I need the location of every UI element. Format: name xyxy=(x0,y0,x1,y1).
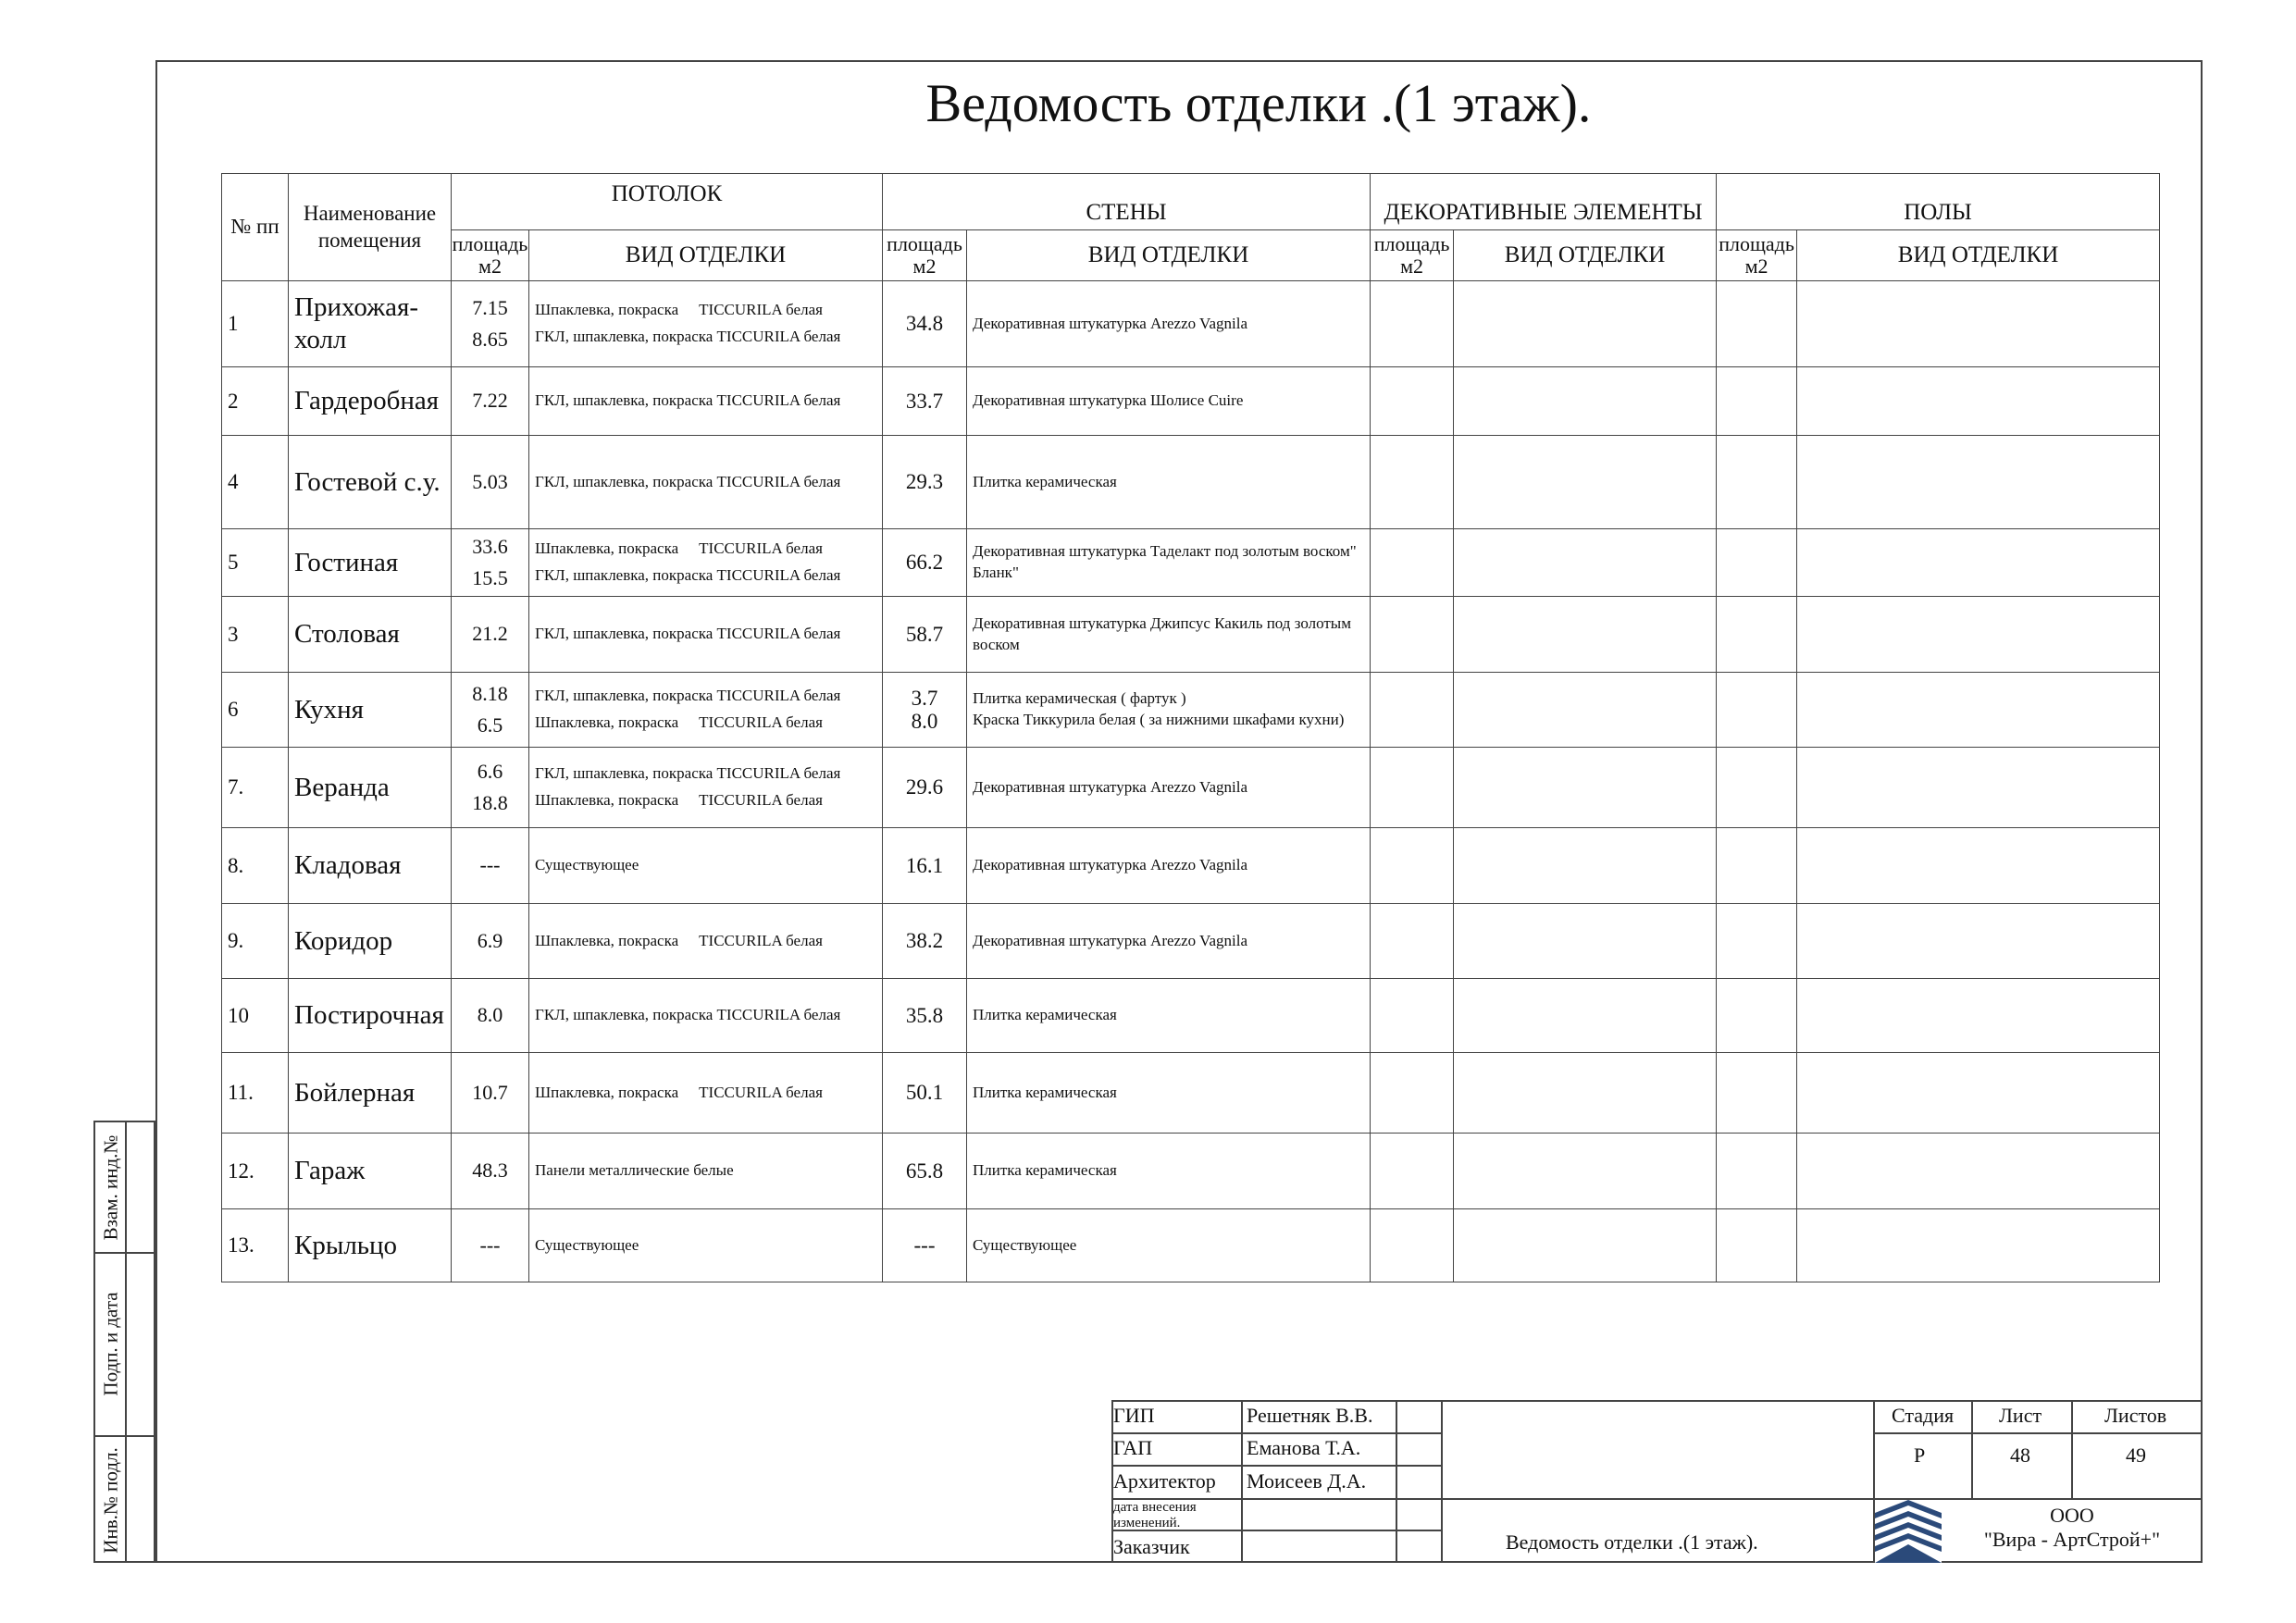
wall-finish: Декоративная штукатурка Arezzo Vagnila xyxy=(973,856,1247,874)
wall-finish-cell xyxy=(967,1053,1371,1134)
room-name-text: Гардеробная xyxy=(294,386,440,416)
header-floors: ПОЛЫ xyxy=(1717,174,2160,230)
floor-area-cell xyxy=(1717,281,1797,367)
ceiling-finish-cell xyxy=(529,1209,883,1282)
decor-area-cell xyxy=(1371,281,1454,367)
table-row xyxy=(222,597,2160,673)
ceiling-finish-2: Шпаклевка, покраска xyxy=(535,791,679,809)
row-number xyxy=(222,281,289,367)
company-logo-icon xyxy=(1875,1500,1942,1563)
decor-finish-cell xyxy=(1454,281,1717,367)
ceiling-finish-1: Шпаклевка, покраска xyxy=(535,1083,679,1101)
ceiling-finish-2: ГКЛ, шпаклевка, покраска TICCURILA белая xyxy=(535,328,841,345)
decor-finish-cell xyxy=(1454,529,1717,597)
row-number-text: 11. xyxy=(228,1081,254,1104)
ceiling-area-1: --- xyxy=(479,853,501,877)
decor-area-cell xyxy=(1371,436,1454,529)
ceiling-finish-1: Шпаклевка, покраска xyxy=(535,931,679,949)
stage-label: Стадия xyxy=(1892,1404,1955,1427)
table-row xyxy=(222,281,2160,367)
wall-finish-cell xyxy=(967,904,1371,979)
client-label: Заказчик xyxy=(1113,1535,1190,1558)
decor-finish-cell xyxy=(1454,367,1717,436)
wall-area: 35.8 xyxy=(905,1003,944,1027)
change-date-label: дата внесения изменений. xyxy=(1113,1500,1197,1531)
header-floors-area: площадь м2 xyxy=(1717,230,1797,281)
ceiling-area-1: --- xyxy=(479,1233,501,1257)
ceiling-finish-2: ГКЛ, шпаклевка, покраска TICCURILA белая xyxy=(535,566,841,584)
room-name xyxy=(289,1134,452,1209)
row-number-text: 4 xyxy=(228,470,239,493)
row-number xyxy=(222,1053,289,1134)
ceiling-finish-cell xyxy=(529,828,883,904)
header-walls: СТЕНЫ xyxy=(883,174,1371,230)
room-name xyxy=(289,1209,452,1282)
row-number xyxy=(222,529,289,597)
ceiling-finish-cell xyxy=(529,904,883,979)
floor-area-cell xyxy=(1717,748,1797,828)
wall-area-cell xyxy=(883,597,967,673)
ceiling-area-cell xyxy=(452,436,529,529)
decor-finish-cell xyxy=(1454,979,1717,1053)
ceiling-area-1: 5.03 xyxy=(472,469,508,493)
table-row xyxy=(222,367,2160,436)
left-stamp xyxy=(93,1121,155,1563)
table-row xyxy=(222,1134,2160,1209)
ceiling-area-cell xyxy=(452,904,529,979)
room-name-text: Постирочная xyxy=(294,1000,444,1031)
wall-area-cell xyxy=(883,281,967,367)
room-name xyxy=(289,828,452,904)
ceiling-finish-cell xyxy=(529,281,883,367)
row-number xyxy=(222,367,289,436)
ceiling-finish-1: ГКЛ, шпаклевка, покраска TICCURILA белая xyxy=(535,625,841,643)
ceiling-brand-2: TICCURILA белая xyxy=(699,791,823,809)
decor-area-cell xyxy=(1371,1209,1454,1282)
decor-area-cell xyxy=(1371,904,1454,979)
ceiling-area-1: 10.7 xyxy=(472,1080,508,1104)
ceiling-finish-cell xyxy=(529,597,883,673)
company-line-1: ООО xyxy=(2050,1504,2094,1527)
row-number-text: 8. xyxy=(228,853,244,877)
floor-area-cell xyxy=(1717,529,1797,597)
row-number-text: 10 xyxy=(228,1003,249,1027)
architect-label: Архитектор xyxy=(1113,1469,1216,1493)
wall-finish-cell xyxy=(967,673,1371,748)
gap-name: Еманова Т.А. xyxy=(1247,1436,1361,1459)
ceiling-area-cell xyxy=(452,367,529,436)
gap-label: ГАП xyxy=(1113,1436,1153,1459)
wall-finish-cell xyxy=(967,828,1371,904)
header-walls-finish: ВИД ОТДЕЛКИ xyxy=(967,230,1371,281)
ceiling-finish-1: ГКЛ, шпаклевка, покраска TICCURILA белая xyxy=(535,1006,841,1024)
room-name xyxy=(289,597,452,673)
wall-area-cell xyxy=(883,904,967,979)
room-name-text: Кухня xyxy=(294,694,365,725)
decor-finish-cell xyxy=(1454,1134,1717,1209)
ceiling-area-2: 6.5 xyxy=(477,713,503,737)
stamp-vzam-label: Взам. инд.№ xyxy=(99,1134,122,1240)
header-ceiling-area: площадь м2 xyxy=(452,230,529,281)
wall-finish: Плитка керамическая ( фартук ) xyxy=(973,689,1186,708)
floor-finish-cell xyxy=(1797,904,2160,979)
title-block xyxy=(1111,1400,2203,1563)
wall-area: 38.2 xyxy=(905,929,944,953)
row-number-text: 7. xyxy=(228,775,244,799)
row-number xyxy=(222,904,289,979)
row-number xyxy=(222,673,289,748)
table-row xyxy=(222,436,2160,529)
ceiling-finish-1: Панели металлические белые xyxy=(535,1161,734,1180)
floor-finish-cell xyxy=(1797,1053,2160,1134)
header-row-2 xyxy=(222,230,2160,281)
wall-area: 16.1 xyxy=(905,853,944,877)
ceiling-area-2: 18.8 xyxy=(472,791,508,814)
wall-finish: Декоративная штукатурка Джипсус Какиль под золотым воском xyxy=(973,613,1351,653)
wall-area: 29.6 xyxy=(905,775,944,799)
ceiling-area-cell xyxy=(452,529,529,597)
decor-finish-cell xyxy=(1454,436,1717,529)
floor-finish-cell xyxy=(1797,828,2160,904)
row-number-text: 3 xyxy=(228,622,239,646)
wall-finish: Плитка керамическая xyxy=(973,1006,1117,1024)
wall-area-cell xyxy=(883,1134,967,1209)
ceiling-area-1: 21.2 xyxy=(472,622,508,646)
header-ceiling-finish: ВИД ОТДЕЛКИ xyxy=(529,230,883,281)
floor-area-cell xyxy=(1717,979,1797,1053)
ceiling-finish-1: Существующее xyxy=(535,1235,639,1254)
header-row-1 xyxy=(222,174,2160,230)
company-line-2: "Вира - АртСтрой+" xyxy=(1983,1528,2161,1551)
finish-schedule-table xyxy=(221,173,2160,1282)
wall-area: 65.8 xyxy=(905,1158,944,1183)
ceiling-finish-1: Шпаклевка, покраска xyxy=(535,301,679,319)
room-name xyxy=(289,979,452,1053)
row-number xyxy=(222,979,289,1053)
floor-finish-cell xyxy=(1797,979,2160,1053)
wall-area: 33.7 xyxy=(905,389,944,413)
page-title: Ведомость отделки .(1 этаж). xyxy=(925,73,1592,133)
ceiling-finish-cell xyxy=(529,1134,883,1209)
architect-name: Моисеев Д.А. xyxy=(1247,1469,1367,1493)
row-number xyxy=(222,597,289,673)
row-number-text: 6 xyxy=(228,698,239,721)
wall-finish: Декоративная штукатурка Шолисе Cuire xyxy=(973,391,1244,410)
wall-area: 66.2 xyxy=(905,551,944,575)
wall-area-cell xyxy=(883,367,967,436)
sheets-value: 49 xyxy=(2126,1443,2146,1467)
ceiling-area-cell xyxy=(452,1209,529,1282)
header-walls-area: площадь м2 xyxy=(883,230,967,281)
header-decor: ДЕКОРАТИВНЫЕ ЭЛЕМЕНТЫ xyxy=(1371,174,1717,230)
ceiling-finish-cell xyxy=(529,436,883,529)
ceiling-area-2: 8.65 xyxy=(472,328,508,351)
floor-area-cell xyxy=(1717,1134,1797,1209)
ceiling-area-cell xyxy=(452,748,529,828)
decor-finish-cell xyxy=(1454,904,1717,979)
decor-finish-cell xyxy=(1454,748,1717,828)
row-number xyxy=(222,436,289,529)
wall-area-cell xyxy=(883,979,967,1053)
row-number xyxy=(222,1209,289,1282)
ceiling-area-cell xyxy=(452,828,529,904)
ceiling-finish-2: Шпаклевка, покраска xyxy=(535,713,679,731)
wall-area: 58.7 xyxy=(905,622,944,646)
decor-area-cell xyxy=(1371,828,1454,904)
ceiling-finish-cell xyxy=(529,1053,883,1134)
gip-name: Решетняк В.В. xyxy=(1247,1404,1373,1427)
ceiling-finish-cell xyxy=(529,748,883,828)
ceiling-finish-1: ГКЛ, шпаклевка, покраска TICCURILA белая xyxy=(535,764,841,783)
floor-finish-cell xyxy=(1797,1209,2160,1282)
wall-finish: Декоративная штукатурка Таделакт под золотым воском" Бланк" xyxy=(973,542,1357,581)
ceiling-finish-1: Шпаклевка, покраска xyxy=(535,539,679,558)
floor-area-cell xyxy=(1717,904,1797,979)
ceiling-area-1: 7.15 xyxy=(472,295,508,319)
room-name xyxy=(289,673,452,748)
wall-finish-cell xyxy=(967,529,1371,597)
header-decor-area: площадь м2 xyxy=(1371,230,1454,281)
room-name-text: Прихожая-холл xyxy=(294,292,419,354)
decor-finish-cell xyxy=(1454,673,1717,748)
sheet-value: 48 xyxy=(2010,1443,2030,1467)
wall-finish: Плитка керамическая xyxy=(973,1083,1117,1101)
wall-finish: Декоративная штукатурка Arezzo Vagnila xyxy=(973,314,1247,332)
floor-finish-cell xyxy=(1797,673,2160,748)
room-name-text: Коридор xyxy=(294,925,393,956)
room-name xyxy=(289,436,452,529)
stamp-podp-label: Подп. и дата xyxy=(99,1291,122,1396)
decor-area-cell xyxy=(1371,597,1454,673)
table-row xyxy=(222,1209,2160,1282)
decor-area-cell xyxy=(1371,748,1454,828)
decor-area-cell xyxy=(1371,529,1454,597)
decor-area-cell xyxy=(1371,979,1454,1053)
ceiling-area-cell xyxy=(452,673,529,748)
floor-finish-cell xyxy=(1797,529,2160,597)
wall-finish-2: Краска Тиккурила белая ( за нижними шкафами кухни) xyxy=(973,711,1345,728)
wall-area: 34.8 xyxy=(905,312,944,336)
wall-area-cell xyxy=(883,1053,967,1134)
floor-area-cell xyxy=(1717,436,1797,529)
row-number xyxy=(222,1134,289,1209)
ceiling-brand-1: TICCURILA белая xyxy=(699,931,823,949)
ceiling-finish-1: Существующее xyxy=(535,856,639,874)
wall-finish-cell xyxy=(967,1209,1371,1282)
ceiling-finish-1: ГКЛ, шпаклевка, покраска TICCURILA белая xyxy=(535,391,841,410)
room-name-text: Гостевой с.у. xyxy=(294,466,441,497)
floor-area-cell xyxy=(1717,673,1797,748)
wall-finish-cell xyxy=(967,367,1371,436)
floor-finish-cell xyxy=(1797,367,2160,436)
table-row xyxy=(222,748,2160,828)
table-row xyxy=(222,904,2160,979)
decor-finish-cell xyxy=(1454,1209,1717,1282)
room-name-text: Крыльцо xyxy=(294,1230,398,1260)
ceiling-area-1: 7.22 xyxy=(472,389,508,413)
table-row xyxy=(222,979,2160,1053)
decor-finish-cell xyxy=(1454,1053,1717,1134)
wall-area-cell xyxy=(883,748,967,828)
gip-label: ГИП xyxy=(1113,1404,1155,1427)
header-ceiling: ПОТОЛОК xyxy=(452,174,883,230)
room-name-text: Столовая xyxy=(294,619,400,650)
wall-finish: Плитка керамическая xyxy=(973,472,1117,490)
ceiling-area-cell xyxy=(452,597,529,673)
row-number-text: 5 xyxy=(228,551,239,574)
room-name-text: Кладовая xyxy=(294,850,402,881)
row-number-text: 9. xyxy=(228,929,244,952)
ceiling-area-cell xyxy=(452,1134,529,1209)
wall-area-cell xyxy=(883,828,967,904)
wall-finish: Декоративная штукатурка Arezzo Vagnila xyxy=(973,777,1247,796)
floor-area-cell xyxy=(1717,1053,1797,1134)
wall-finish-cell xyxy=(967,597,1371,673)
decor-area-cell xyxy=(1371,1134,1454,1209)
floor-finish-cell xyxy=(1797,1134,2160,1209)
ceiling-finish-cell xyxy=(529,529,883,597)
table-row xyxy=(222,673,2160,748)
floor-finish-cell xyxy=(1797,436,2160,529)
ceiling-area-1: 33.6 xyxy=(472,534,508,558)
decor-area-cell xyxy=(1371,1053,1454,1134)
room-name xyxy=(289,367,452,436)
sheets-label: Листов xyxy=(2104,1404,2167,1427)
ceiling-brand-1: TICCURILA белая xyxy=(699,539,823,558)
floor-area-cell xyxy=(1717,597,1797,673)
decor-area-cell xyxy=(1371,673,1454,748)
wall-area-2: 8.0 xyxy=(911,710,938,733)
room-name-text: Веранда xyxy=(294,772,390,802)
floor-finish-cell xyxy=(1797,748,2160,828)
wall-area: 29.3 xyxy=(905,470,944,494)
room-name-text: Гостиная xyxy=(294,547,399,577)
row-number-text: 12. xyxy=(228,1158,254,1183)
table-row xyxy=(222,1053,2160,1134)
wall-finish: Декоративная штукатурка Arezzo Vagnila xyxy=(973,931,1247,949)
floor-area-cell xyxy=(1717,367,1797,436)
decor-finish-cell xyxy=(1454,828,1717,904)
wall-area-cell xyxy=(883,1209,967,1282)
ceiling-area-1: 6.6 xyxy=(477,759,503,783)
stamp-inv-label: Инв.№ подл. xyxy=(99,1446,122,1554)
ceiling-finish-cell xyxy=(529,673,883,748)
stage-value: Р xyxy=(1914,1443,1926,1467)
ceiling-finish-cell xyxy=(529,367,883,436)
wall-finish: Существующее xyxy=(973,1235,1077,1254)
ceiling-area-1: 8.0 xyxy=(477,1003,503,1027)
ceiling-area-2: 15.5 xyxy=(472,566,508,589)
ceiling-area-cell xyxy=(452,1053,529,1134)
header-floors-finish: ВИД ОТДЕЛКИ xyxy=(1797,230,2160,281)
table-row xyxy=(222,529,2160,597)
decor-finish-cell xyxy=(1454,597,1717,673)
wall-finish: Плитка керамическая xyxy=(973,1161,1117,1180)
ceiling-area-1: 6.9 xyxy=(477,928,503,952)
ceiling-finish-cell xyxy=(529,979,883,1053)
ceiling-brand-1: TICCURILA белая xyxy=(699,1083,823,1101)
wall-finish-cell xyxy=(967,748,1371,828)
wall-area-cell xyxy=(883,529,967,597)
wall-finish-cell xyxy=(967,979,1371,1053)
ceiling-brand-2: TICCURILA белая xyxy=(699,713,823,731)
ceiling-area-1: 8.18 xyxy=(472,681,508,705)
room-name xyxy=(289,529,452,597)
table-row xyxy=(222,828,2160,904)
wall-area: 3.7 xyxy=(911,686,938,710)
room-name xyxy=(289,1053,452,1134)
room-name-text: Бойлерная xyxy=(294,1077,416,1108)
ceiling-area-cell xyxy=(452,979,529,1053)
row-number-text: 2 xyxy=(228,389,239,413)
decor-area-cell xyxy=(1371,367,1454,436)
header-room: Наименование помещения xyxy=(289,174,452,281)
wall-finish-cell xyxy=(967,281,1371,367)
row-number-text: 1 xyxy=(228,312,239,335)
room-name-text: Гараж xyxy=(294,1156,366,1186)
header-decor-finish: ВИД ОТДЕЛКИ xyxy=(1454,230,1717,281)
wall-area: --- xyxy=(913,1233,936,1258)
wall-finish-cell xyxy=(967,1134,1371,1209)
doc-title: Ведомость отделки .(1 этаж). xyxy=(1506,1530,1758,1554)
wall-area: 50.1 xyxy=(905,1081,944,1105)
row-number-text: 13. xyxy=(228,1233,254,1257)
sheet-label: Лист xyxy=(1999,1404,2042,1427)
ceiling-area-1: 48.3 xyxy=(472,1158,508,1183)
room-name xyxy=(289,748,452,828)
row-number xyxy=(222,828,289,904)
wall-finish-cell xyxy=(967,436,1371,529)
ceiling-finish-1: ГКЛ, шпаклевка, покраска TICCURILA белая xyxy=(535,687,841,705)
header-num: № пп xyxy=(222,174,289,281)
ceiling-area-cell xyxy=(452,281,529,367)
room-name xyxy=(289,281,452,367)
floor-finish-cell xyxy=(1797,281,2160,367)
row-number xyxy=(222,748,289,828)
ceiling-finish-1: ГКЛ, шпаклевка, покраска TICCURILA белая xyxy=(535,472,841,490)
room-name xyxy=(289,904,452,979)
floor-finish-cell xyxy=(1797,597,2160,673)
floor-area-cell xyxy=(1717,828,1797,904)
wall-area-cell xyxy=(883,436,967,529)
floor-area-cell xyxy=(1717,1209,1797,1282)
wall-area-cell xyxy=(883,673,967,748)
ceiling-brand-1: TICCURILA белая xyxy=(699,301,823,319)
